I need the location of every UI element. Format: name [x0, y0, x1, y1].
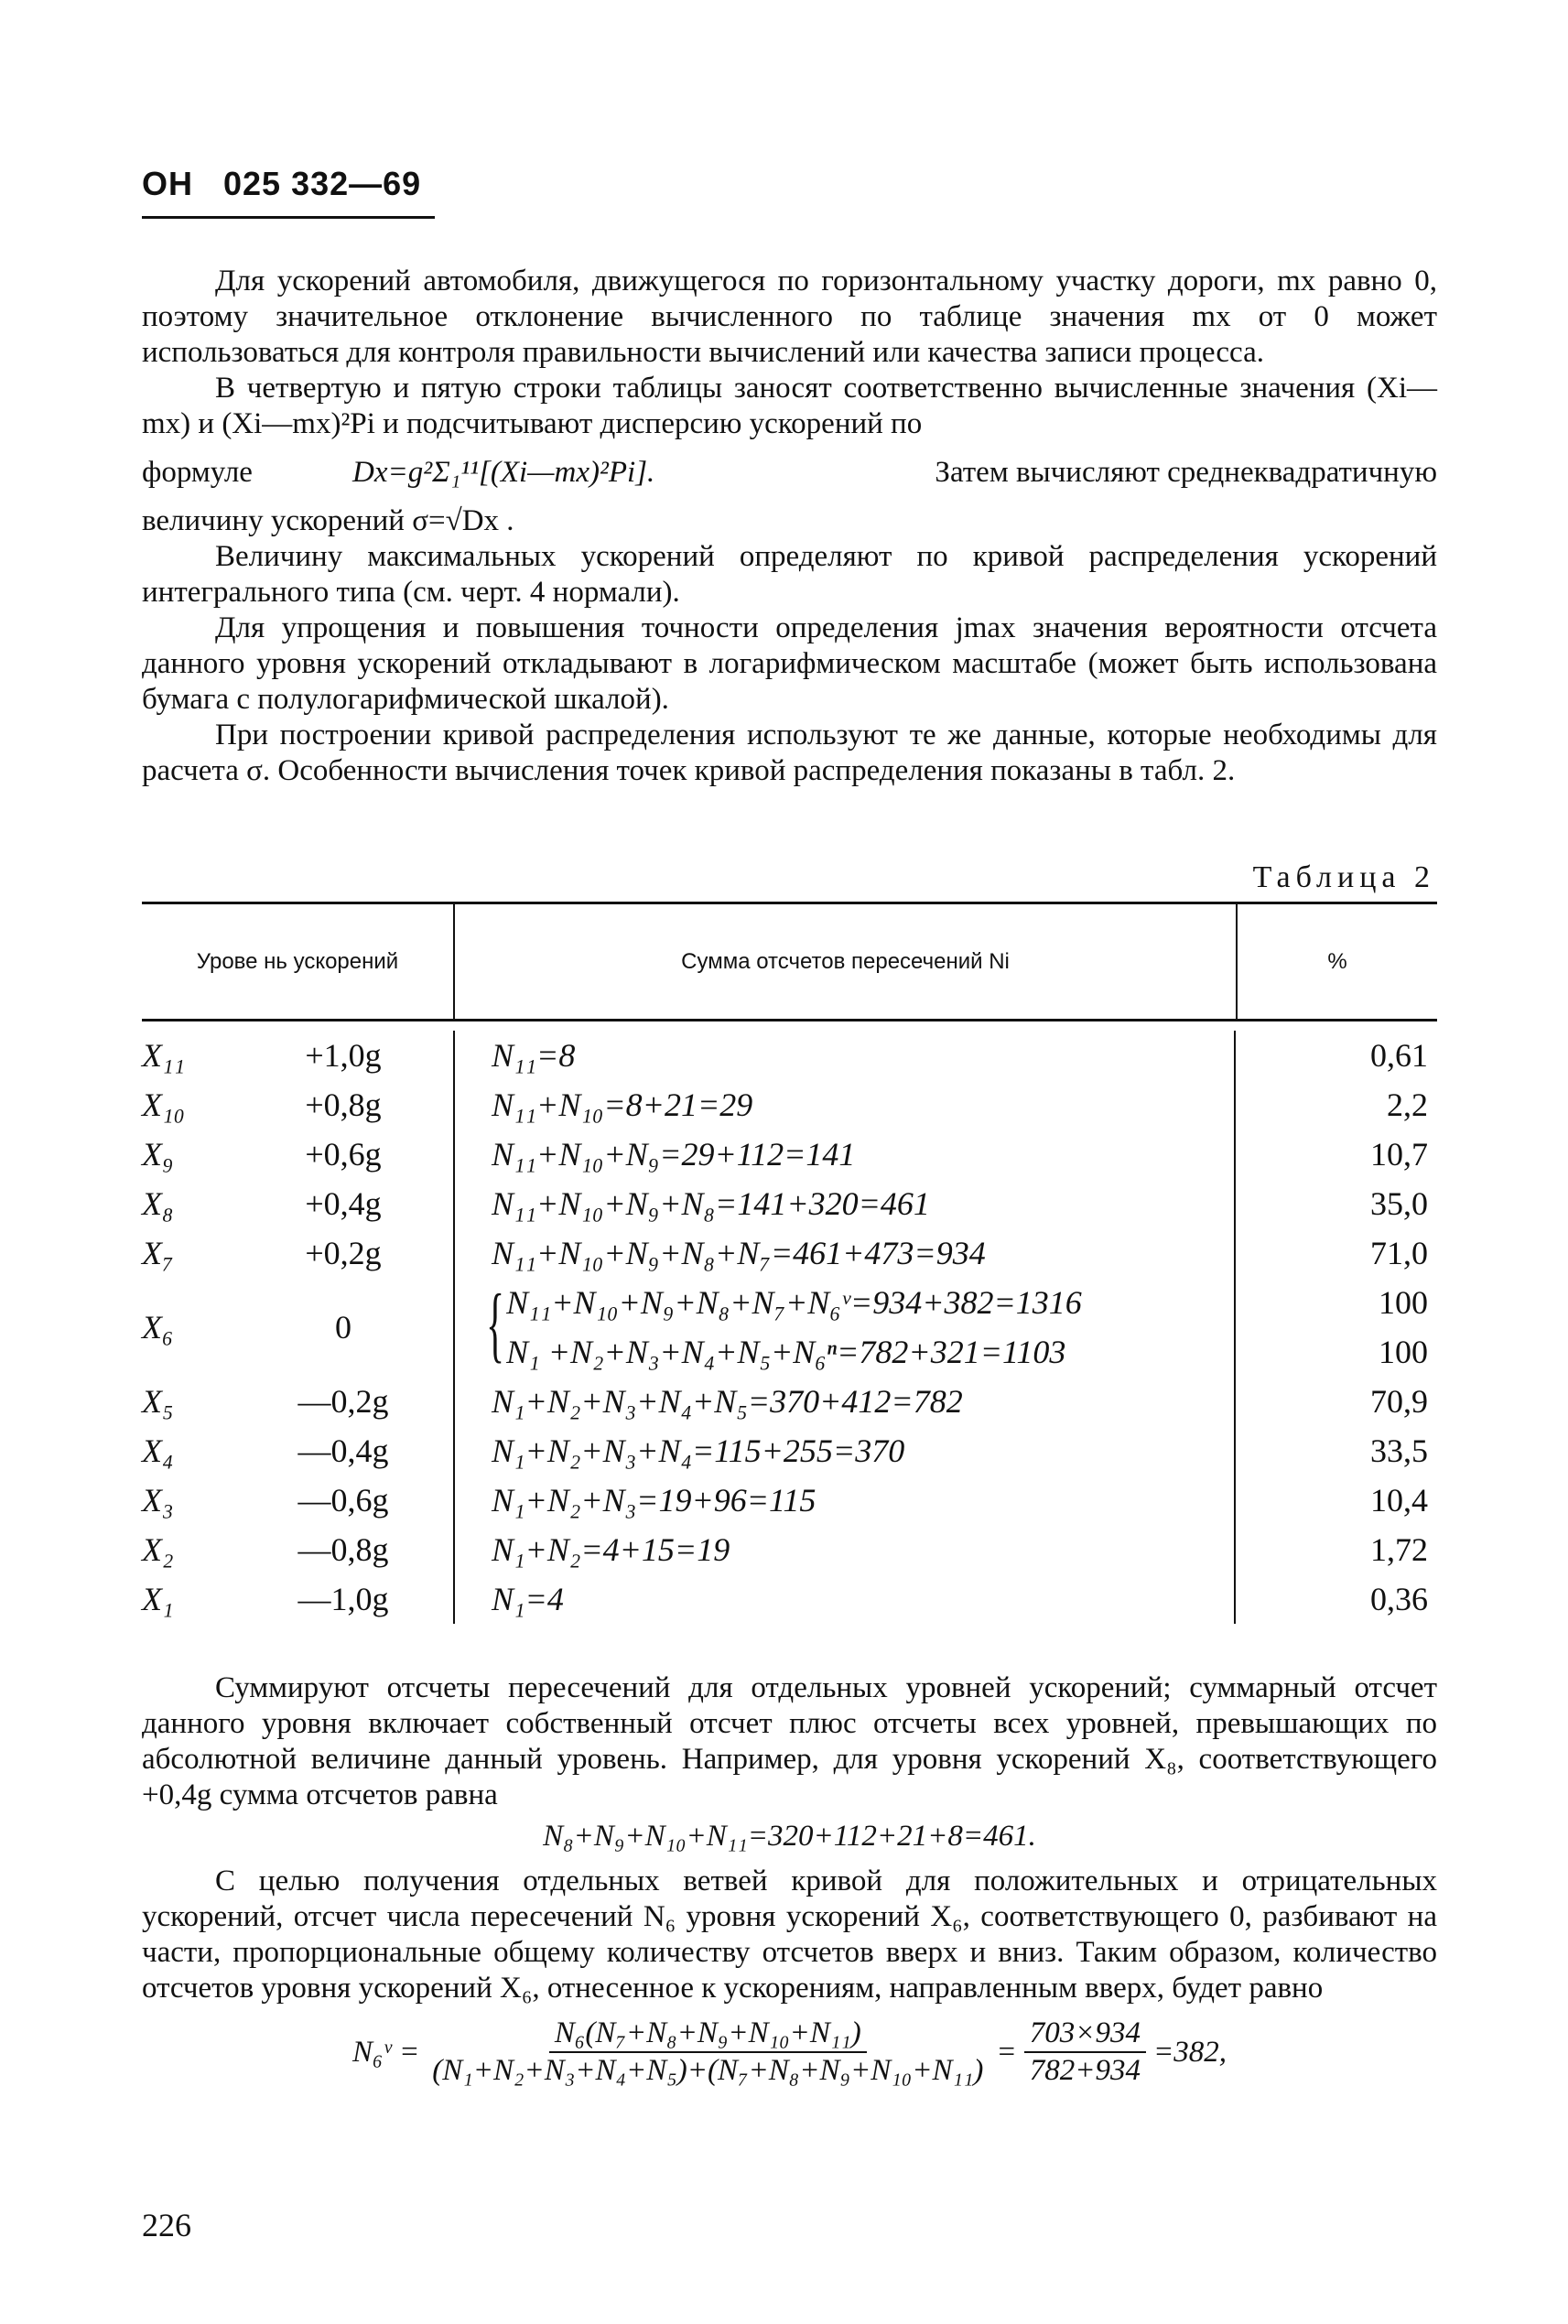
level-value: +1,0g [305, 1037, 382, 1074]
percent-lower: 100 [1379, 1334, 1428, 1370]
level-value: —0,2g [297, 1383, 389, 1420]
document-header [142, 165, 435, 219]
dispersion-formula: Dx=g²Σ₁¹¹[(Xi—mx)²Pi]. [352, 456, 655, 489]
column-header-level: Урове нь ускорений [196, 948, 399, 974]
table-body [142, 1031, 1437, 1624]
level-value: +0,6g [305, 1136, 382, 1173]
formula-line-rest: Затем вычисляют среднеквадратичную [935, 456, 1437, 489]
sum-text: N₁+N₂+N₃+N₄+N₅=370+412=782 [492, 1383, 963, 1420]
formula-result: =382, [1152, 2035, 1227, 2069]
table-row [142, 1130, 453, 1179]
level-value: +0,8g [305, 1086, 382, 1123]
level-name: X₈ [142, 1185, 174, 1222]
fraction [427, 2016, 989, 2089]
data-table [142, 902, 1437, 1624]
formula-label: формуле [142, 456, 253, 489]
closing-text [142, 1670, 1437, 2089]
sum-cell [492, 1179, 1234, 1228]
percent-cell: 71,0 [1370, 1235, 1428, 1271]
table-row [142, 1228, 453, 1278]
sum-text: N₁₁+N₁₀+N₉+N₈+N₇=461+473=934 [492, 1235, 986, 1271]
sum-text: N₁₁+N₁₀+N₉+N₈=141+320=461 [492, 1185, 930, 1222]
table-row [142, 1525, 453, 1574]
level-name: X₁₀ [142, 1086, 186, 1123]
header-rule [142, 216, 435, 219]
fraction-denominator: 782+934 [1029, 2054, 1141, 2087]
sum-cell [492, 1228, 1234, 1278]
table-row [142, 1426, 453, 1475]
percent-cell-split [1236, 1278, 1428, 1377]
sum-cell [492, 1377, 1234, 1426]
level-name: X₄ [142, 1432, 174, 1469]
table-row [142, 1278, 453, 1377]
paragraph: В четвертую и пятую строки таблицы заносят соответственно вычисленные значения (Xi—mx) и (Xi—mx)²Pi и подсчитывают дисперсию ускорений по [142, 372, 1437, 440]
level-value: —0,6g [297, 1482, 389, 1519]
level-column [142, 1031, 453, 1624]
percent-cell: 10,7 [1370, 1136, 1428, 1173]
paragraph: При построении кривой распределения используют те же данные, которые необходимы для расчета σ. Особенности вычисления точек кривой распределения показаны в табл. 2. [142, 719, 1437, 787]
sum-cell [492, 1426, 1234, 1475]
paragraph: Для ускорений автомобиля, движущегося по горизонтальному участку дороги, mx равно 0, поэтому значительное отклонение вычисленного по таблице значения mx от 0 может использоваться для контроля правильности вычислений или качества записи процесса. [142, 265, 1437, 369]
table-header [142, 904, 1437, 1021]
document-code: ОН 025 332—69 [142, 165, 422, 202]
intro-text [142, 264, 1437, 789]
fraction-numerator: N₆(N₇+N₈+N₉+N₁₀+N₁₁) [549, 2016, 867, 2053]
sum-cell-split [486, 1277, 1234, 1377]
percent-upper: 100 [1379, 1284, 1428, 1321]
percent-cell: 10,4 [1370, 1482, 1428, 1519]
table-row [142, 1080, 453, 1130]
level-value: 0 [335, 1309, 351, 1346]
percent-cell: 35,0 [1370, 1185, 1428, 1222]
level-name: X₉ [142, 1136, 174, 1173]
level-name: X₁ [142, 1581, 174, 1617]
sum-column [453, 1031, 1236, 1624]
paragraph: С целью получения отдельных ветвей кривой для положительных и отрицательных ускорений, отсчет числа пересечений N₆ уровня ускорений X₆, соответствующего 0, разбивают на части, пропорциональные общему количеству отсчетов вверх и вниз. Таким образом, количество отсчетов уровня ускорений X₆, отнесенное к ускорениям, направленным вверх, будет равно [142, 1865, 1437, 2005]
table-row [142, 1179, 453, 1228]
sum-cell [492, 1475, 1234, 1525]
percent-cell: 2,2 [1387, 1086, 1428, 1123]
page-number: 226 [142, 2207, 191, 2243]
sum-text: N₁₁+N₁₀+N₉=29+112=141 [492, 1136, 856, 1173]
level-name: X₅ [142, 1383, 174, 1420]
level-name: X₆ [142, 1309, 174, 1346]
column-header-sum: Сумма отсчетов пересечений Ni [453, 904, 1236, 1019]
sum-text: N₁+N₂=4+15=19 [492, 1531, 730, 1568]
table-caption: Таблица 2 [1252, 860, 1435, 894]
split-formula [142, 2016, 1437, 2089]
table-row [142, 1377, 453, 1426]
sum-text: N₁+N₂+N₃=19+96=115 [492, 1482, 816, 1519]
sum-cell [492, 1130, 1234, 1179]
left-brace-icon: { [486, 1277, 505, 1370]
formula-lhs: N₆ᵛ = [352, 2035, 420, 2069]
table-row [142, 1574, 453, 1624]
level-name: X₃ [142, 1482, 174, 1519]
level-name: X₇ [142, 1235, 174, 1271]
paragraph: величину ускорений σ=√Dx . [142, 504, 514, 537]
dispersion-formula-line [142, 455, 1437, 491]
fraction [1024, 2016, 1146, 2089]
split-lines [506, 1278, 1082, 1377]
level-name: X₁₁ [142, 1037, 186, 1074]
paragraph: Суммируют отсчеты пересечений для отдельных уровней ускорений; суммарный отсчет данного уровня включает собственный отсчет плюс отсчеты всех уровней, превышающих по абсолютной величине данный уровень. Например, для уровня ускорений X₈, соответствующего +0,4g сумма отсчетов равна [142, 1671, 1437, 1811]
sum-text-upper: N₁₁+N₁₀+N₉+N₈+N₇+N₆ᵛ=934+382=1316 [506, 1284, 1082, 1321]
sum-text: N₁₁=8 [492, 1037, 576, 1074]
paragraph: Для упрощения и повышения точности определения jmax значения вероятности отсчета данного уровня ускорений откладывают в логарифмическом масштабе (может быть использована бумага с полулогарифмической шкалой). [142, 611, 1437, 716]
level-value: —0,4g [297, 1432, 389, 1469]
fraction-numerator: 703×934 [1024, 2016, 1146, 2053]
level-value: —0,8g [297, 1531, 389, 1568]
table-row [142, 1475, 453, 1525]
percent-cell: 70,9 [1370, 1383, 1428, 1420]
percent-cell: 0,36 [1370, 1581, 1428, 1617]
percent-column [1236, 1031, 1437, 1624]
sum-text-lower: N₁ +N₂+N₃+N₄+N₅+N₆ⁿ=782+321=1103 [506, 1334, 1066, 1370]
sum-cell [492, 1574, 1234, 1624]
level-value: +0,4g [305, 1185, 382, 1222]
sum-cell [492, 1525, 1234, 1574]
sum-text: N₁+N₂+N₃+N₄=115+255=370 [492, 1432, 905, 1469]
level-value: —1,0g [297, 1581, 389, 1617]
level-value: +0,2g [305, 1235, 382, 1271]
percent-cell: 1,72 [1370, 1531, 1428, 1568]
percent-cell: 33,5 [1370, 1432, 1428, 1469]
sum-formula: N₈+N₉+N₁₀+N₁₁=320+112+21+8=461. [543, 1820, 1036, 1853]
percent-cell: 0,61 [1370, 1037, 1428, 1074]
level-name: X₂ [142, 1531, 174, 1568]
fraction-denominator: (N₁+N₂+N₃+N₄+N₅)+(N₇+N₈+N₉+N₁₀+N₁₁) [432, 2054, 984, 2087]
sum-cell [492, 1031, 1234, 1080]
sum-text: N₁=4 [492, 1581, 564, 1617]
table-row [142, 1031, 453, 1080]
formula-equals: = [996, 2035, 1017, 2069]
column-header-percent: % [1236, 904, 1437, 1019]
sum-cell [492, 1080, 1234, 1130]
paragraph: Величину максимальных ускорений определяют по кривой распределения ускорений интегрального типа (см. черт. 4 нормали). [142, 540, 1437, 609]
sum-text: N₁₁+N₁₀=8+21=29 [492, 1086, 753, 1123]
